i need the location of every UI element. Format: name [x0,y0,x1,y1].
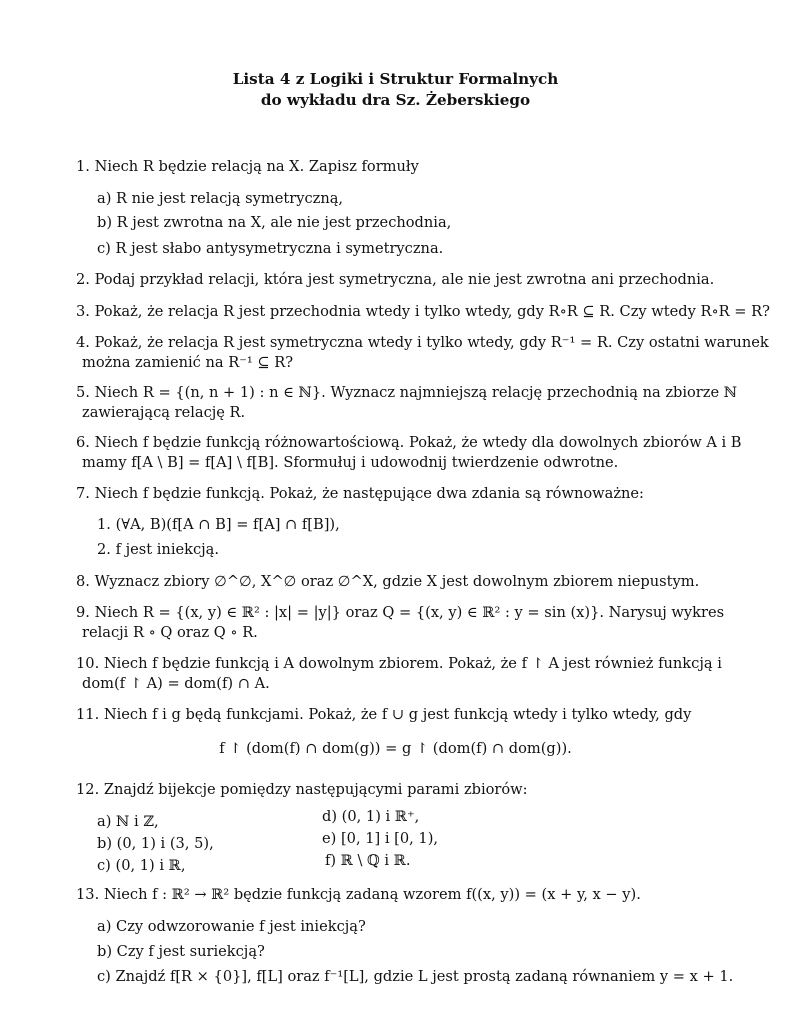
problem-1b: b) R jest zwrotna na X, ale nie jest przechodnia, [97,214,452,231]
problem-6-line-1: 6. Niech f będzie funkcją różnowartościową. Pokaż, że wtedy dla dowolnych zbiorów A i B [76,434,742,451]
problem-13c: c) Znajdź f[R × {0}], f[L] oraz f⁻¹[L], gdzie L jest prostą zadaną równaniem y = x + 1. [97,968,734,985]
problem-11-formula: f ↾ (dom(f) ∩ dom(g)) = g ↾ (dom(f) ∩ dom(g)). [219,740,572,757]
problem-7-item-1: 1. (∀A, B)(f[A ∩ B] = f[A] ∩ f[B]), [97,516,340,533]
problem-9-line-1: 9. Niech R = {(x, y) ∈ ℝ² : |x| = |y|} oraz Q = {(x, y) ∈ ℝ² : y = sin (x)}. Narysuj wykres [76,604,725,621]
problem-12c: c) (0, 1) i ℝ, [97,857,186,874]
problem-1a: a) R nie jest relacją symetryczną, [97,190,344,207]
problem-12d: d) (0, 1) i ℝ⁺, [322,808,420,825]
problem-8: 8. Wyznacz zbiory ∅^∅, X^∅ oraz ∅^X, gdzie X jest dowolnym zbiorem niepustym. [76,573,700,590]
problem-9-line-2: relacji R ∘ Q oraz Q ∘ R. [82,624,258,641]
problem-12b: b) (0, 1) i (3, 5), [97,835,214,852]
problem-4-line-1: 4. Pokaż, że relacja R jest symetryczna wtedy i tylko wtedy, gdy R⁻¹ = R. Czy ostatni warunek [76,334,769,351]
problem-5-line-2: zawierającą relację R. [82,404,246,421]
problem-5-line-1: 5. Niech R = {(n, n + 1) : n ∈ ℕ}. Wyznacz najmniejszą relację przechodnią na zbiorze ℕ [76,384,738,401]
problem-1: 1. Niech R będzie relacją na X. Zapisz formuły [76,158,419,175]
document-title-line-1: Lista 4 z Logiki i Struktur Formalnych [232,70,559,88]
problem-11: 11. Niech f i g będą funkcjami. Pokaż, że f ∪ g jest funkcją wtedy i tylko wtedy, gdy [76,706,692,723]
problem-3: 3. Pokaż, że relacja R jest przechodnia wtedy i tylko wtedy, gdy R∘R ⊆ R. Czy wtedy R∘R = R? [76,303,770,320]
problem-7-item-2: 2. f jest iniekcją. [97,541,220,558]
problem-10-line-1: 10. Niech f będzie funkcją i A dowolnym zbiorem. Pokaż, że f ↾ A jest również funkcją i [76,655,722,672]
problem-12f: f) ℝ \ ℚ i ℝ. [325,852,411,869]
problem-6-line-2: mamy f[A \ B] = f[A] \ f[B]. Sformułuj i udowodnij twierdzenie odwrotne. [82,454,619,471]
problem-4-line-2: można zamienić na R⁻¹ ⊆ R? [82,354,294,371]
problem-13: 13. Niech f : ℝ² → ℝ² będzie funkcją zadaną wzorem f((x, y)) = (x + y, x − y). [76,886,641,903]
problem-12: 12. Znajdź bijekcje pomiędzy następującymi parami zbiorów: [76,781,528,798]
problem-2: 2. Podaj przykład relacji, która jest symetryczna, ale nie jest zwrotna ani przechodnia. [76,271,715,288]
problem-13b: b) Czy f jest suriekcją? [97,943,265,960]
problem-7: 7. Niech f będzie funkcją. Pokaż, że następujące dwa zdania są równoważne: [76,485,644,502]
problem-10-line-2: dom(f ↾ A) = dom(f) ∩ A. [82,675,270,692]
problem-13a: a) Czy odwzorowanie f jest iniekcją? [97,918,366,935]
problem-12e: e) [0, 1] i [0, 1), [322,830,439,847]
problem-1c: c) R jest słabo antysymetryczna i symetryczna. [97,240,444,257]
document-title-line-2: do wykładu dra Sz. Żeberskiego [260,91,531,109]
problem-12a: a) ℕ i ℤ, [97,813,159,830]
